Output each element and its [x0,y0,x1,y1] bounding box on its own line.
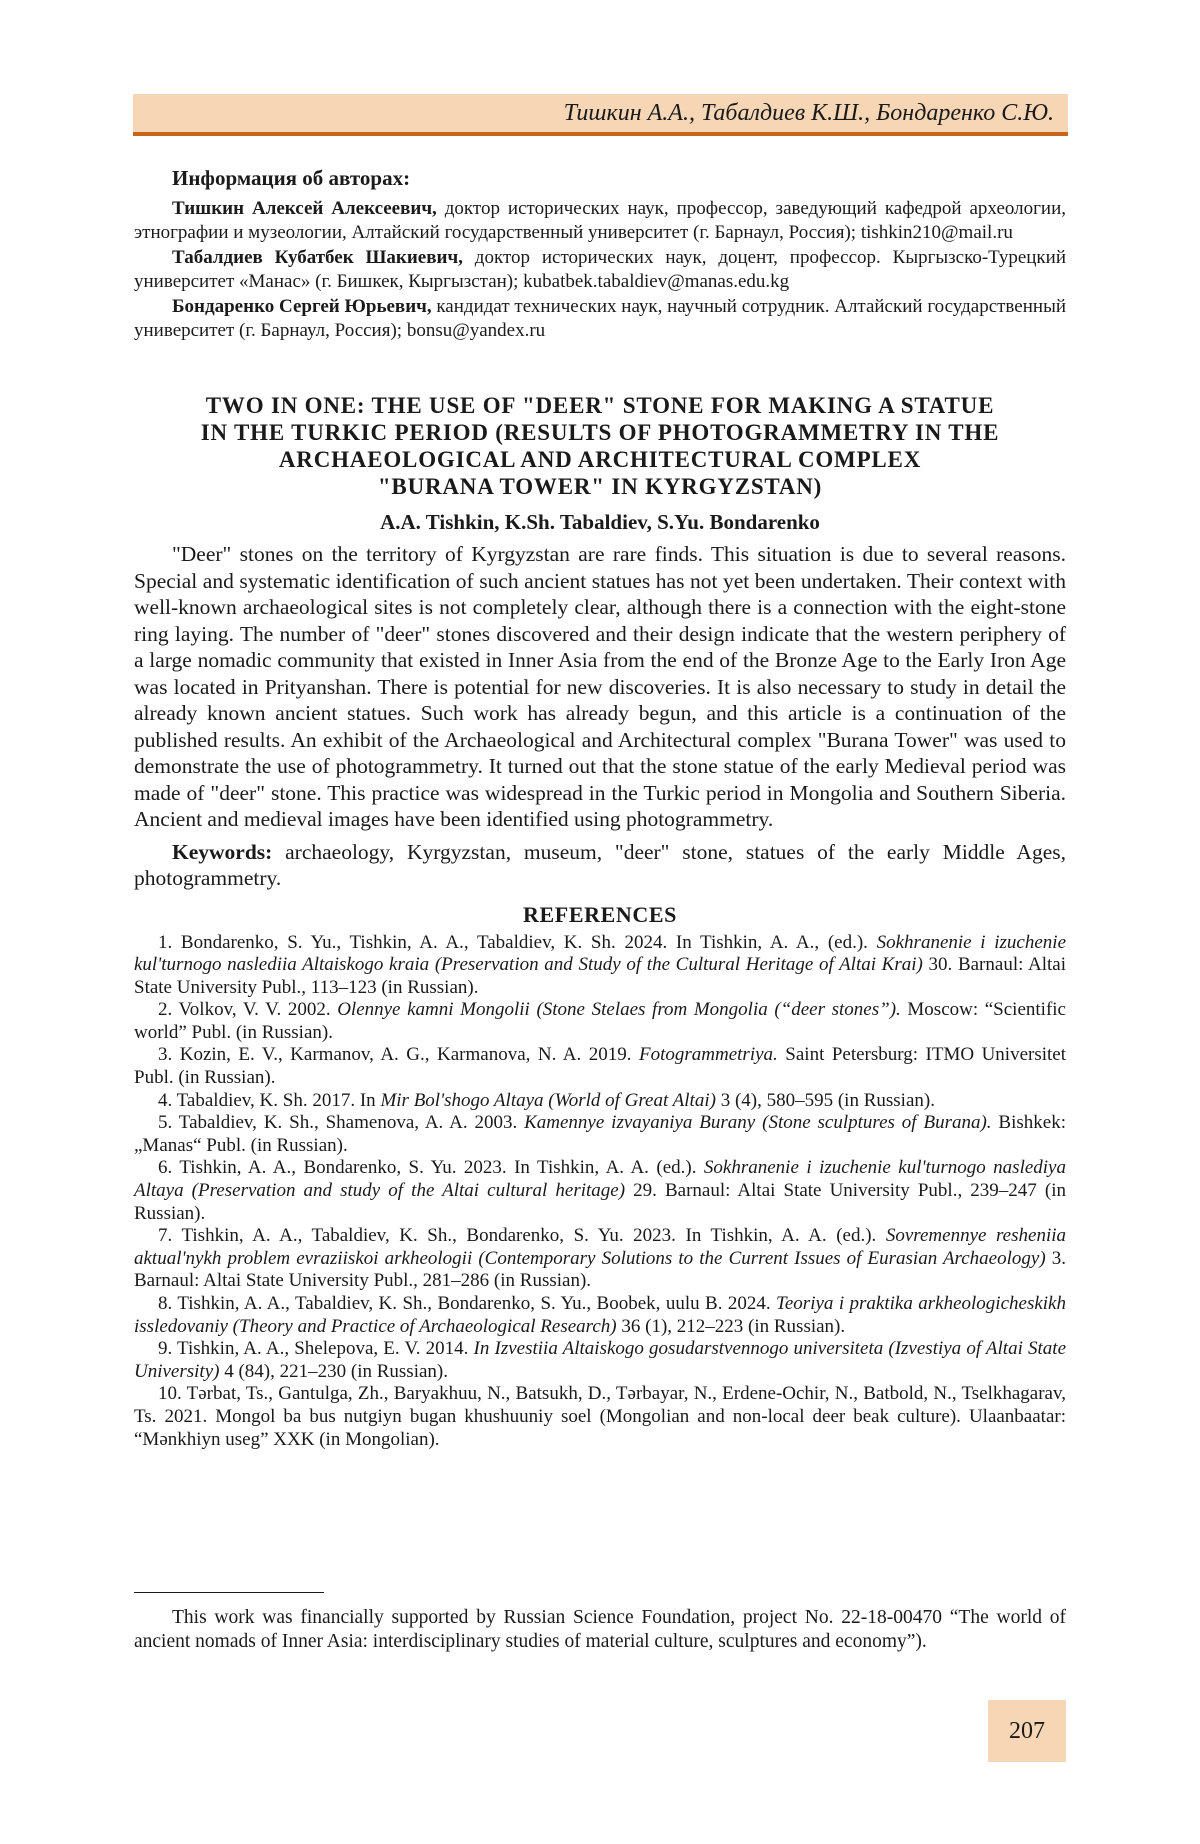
footnote-text: This work was financially supported by Russian Science Foundation, project No. 22-18-00470 “The world of ancient nomads of Inner Asia: interdisciplinary studies of material culture, sculptures and economy”). [134,1607,1066,1652]
page-number-box [988,1700,1066,1762]
reference-item: 7. Tishkin, A. A., Tabaldiev, K. Sh., Bondarenko, S. Yu. 2023. In Tishkin, A. A. (ed.). Sovremennye resheniia aktual'nykh problem evraziiskoi arkheologii (Contemporary Solutions to the Current Issues of Eurasian Archaeology) 3. Barnaul: Altai State University Publ., 281–286 (in Russian). [134,1225,1067,1292]
author-info-1: Тишкин Алексей Алексеевич, доктор исторических наук, профессор, заведующий кафедрой археологии, этнографии и музеологии, Алтайский государственный университет (г. Барнаул, Россия); tishkin210@mail.ru [134,197,1067,243]
keywords: Keywords: archaeology, Kyrgyzstan, museum, "deer" stone, statues of the early Middle Ages, photogrammetry. [134,839,1066,890]
reference-item: 8. Tishkin, A. A., Tabaldiev, K. Sh., Bondarenko, S. Yu., Boobek, uulu B. 2024. Teoriya i praktika arkheologicheskikh issledovaniy (Theory and Practice of Archaeological Research) 36 (1), 212–223 (in Russian). [134,1293,1066,1337]
footnote [134,1606,1066,1654]
reference-item: 6. Tishkin, A. A., Bondarenko, S. Yu. 2023. In Tishkin, A. A. (ed.). Sokhranenie i izuchenie kul'turnogo naslediya Altaya (Preservation and study of the Altai cultural heritage) 29. Barnaul: Altai State University Publ., 239–247 (in Russian). [134,1157,1066,1224]
author-info-3: Бондаренко Сергей Юрьевич, кандидат технических наук, научный сотрудник. Алтайский государственный университет (г. Барнаул, Россия); bonsu@yandex.ru [134,295,1066,341]
author-info-2: Табалдиев Кубатбек Шакиевич, доктор исторических наук, доцент, профессор. Кыргызско-Турецкий университет «Манас» (г. Бишкек, Кыргызстан); kubatbek.tabaldiev@manas.edu.kg [134,246,1066,292]
reference-item: 10. Tərbat, Ts., Gantulga, Zh., Baryakhuu, N., Batsukh, D., Tərbayar, N., Erdene-Ochir, N., Batbold, N., Tselkhagarav, Ts. 2021. Mongol ba bus nutgiyn bugan khushuuniy soel (Mongolian and non-local deer beak culture). Ulaanbaatar: “Mənkhiyn useg” XXK (in Mongolian). [134,1383,1066,1450]
footnote-rule [134,1592,324,1593]
reference-item: 3. Kozin, E. V., Karmanov, A. G., Karmanova, N. A. 2019. Fotogrammetriya. Saint Petersburg: ITMO Universitet Publ. (in Russian). [134,1044,1066,1089]
references-list [134,932,1066,1452]
references-heading: REFERENCES [523,901,677,927]
reference-item: 2. Volkov, V. V. 2002. Olennye kamni Mongolii (Stone Stelaes from Mongolia (“deer stones”). Moscow: “Scientific world” Publ. (in Russian). [134,999,1066,1043]
abstract [134,541,1066,892]
running-head: Тишкин А.А., Табалдиев К.Ш., Бондаренко С.Ю. [563,100,1054,126]
article-title: TWO IN ONE: THE USE OF "DEER" STONE FOR MAKING A STATUE IN THE TURKIC PERIOD (RESULTS OF PHOTOGRAMMETRY IN THE ARCHAEOLOGICAL AND ARCHITECTURAL COMPLEX "BURANA TOWER" IN KYRGYZSTAN) [200,393,1000,499]
authors-info [134,166,1066,344]
reference-item: 9. Tishkin, A. A., Shelepova, E. V. 2014. In Izvestiia Altaiskogo gosudarstvennogo universiteta (Izvestiya of Altai State University) 4 (84), 221–230 (in Russian). [134,1338,1066,1382]
page-number: 207 [1009,1717,1045,1744]
article-authors: A.A. Tishkin, K.Sh. Tabaldiev, S.Yu. Bondarenko [380,510,820,534]
abstract-text: "Deer" stones on the territory of Kyrgyzstan are rare finds. This situation is due to several reasons. Special and systematic identification of such ancient statues has not yet been undertaken. Their context with well-known archaeological sites is not completely clear, although there is a connection with the eight-stone ring laying. The number of "deer" stones discovered and their design indicate that the western periphery of a large nomadic community that existed in Inner Asia from the end of the Bronze Age to the Early Iron Age was located in Prityanshan. There is potential for new discoveries. It is also necessary to study in detail the already known ancient statues. Such work has already begun, and this article is a continuation of the published results. An exhibit of the Archaeological and Architectural complex "Burana Tower" was used to demonstrate the use of photogrammetry. It turned out that the stone statue of the early Medieval period was made of "deer" stone. This practice was widespread in the Turkic period in Mongolia and Southern Siberia. Ancient and medieval images have been identified using photogrammetry. [134,542,1066,831]
article-block [134,392,1066,1451]
running-head-band [133,94,1068,136]
reference-item: 4. Tabaldiev, K. Sh. 2017. In Mir Bol'shogo Altaya (World of Great Altai) 3 (4), 580–595 (in Russian). [158,1089,935,1111]
reference-item: 5. Tabaldiev, K. Sh., Shamenova, A. A. 2003. Kamennye izvayaniya Burany (Stone sculptures of Burana). Bishkek: „Manas“ Publ. (in Russian). [134,1112,1066,1156]
reference-item: 1. Bondarenko, S. Yu., Tishkin, A. A., Tabaldiev, K. Sh. 2024. In Tishkin, A. A., (ed.). Sokhranenie i izuchenie kul'turnogo naslediia Altaiskogo kraia (Preservation and Study of the Cultural Heritage of Altai Krai) 30. Barnaul: Altai State University Publ., 113–123 (in Russian). [134,931,1066,998]
authors-info-heading: Информация об авторах: [172,166,411,190]
